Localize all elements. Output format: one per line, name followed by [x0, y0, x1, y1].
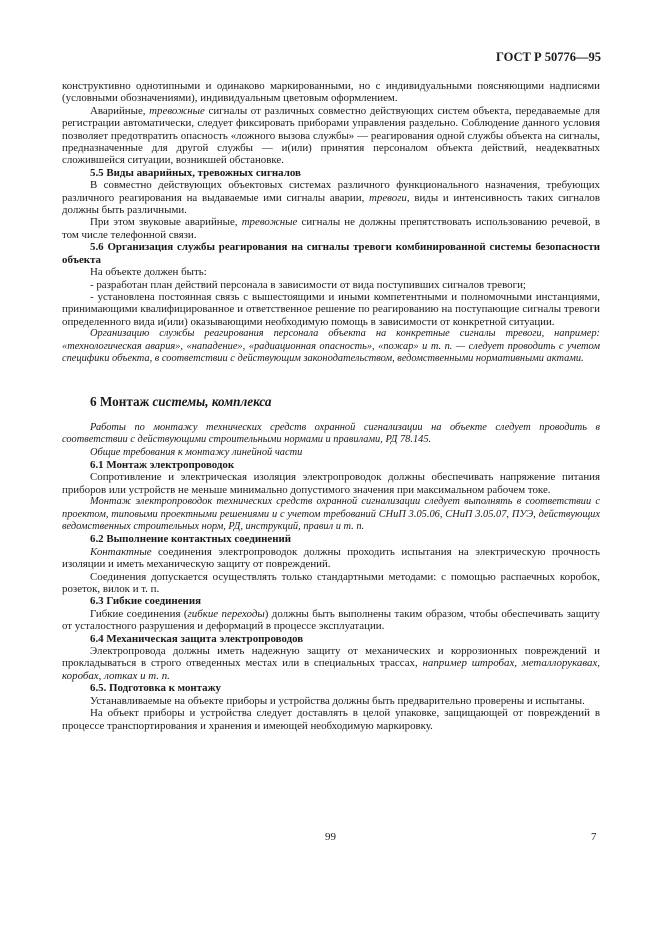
subsection-heading-6-4: 6.4 Механическая защита электропроводов	[90, 632, 304, 645]
list-item: - разработан план действий персонала в зависимости от вида поступивших сигналов тревоги;	[90, 278, 526, 291]
subsection-heading-6-2: 6.2 Выполнение контактных соединений	[90, 533, 292, 546]
section-title-6: 6 Монтаж системы, комплекса	[90, 394, 272, 410]
italic-note: Общие требования к монтажу линейной части	[90, 446, 303, 458]
paragraph: При этом звуковые аварийные, тревожные сигналы не должны препятствовать использованию речевой, в том числе телефонной связи.	[62, 216, 600, 241]
page-number-right: 7	[591, 831, 597, 843]
paragraph: На объект приборы и устройства следует доставлять в целой упаковке, защищающей от повреждений в процессе транспортирования и хранения и имеющей необходимую маркировку.	[62, 707, 600, 732]
paragraph: Соединения допускается осуществлять только стандартными методами: с помощью распаечных коробок, розеток, вилок и т. п.	[62, 570, 600, 596]
italic-note: Работы по монтажу технических средств охранной сигнализации на объекте следует проводить в соответствии с действующими строительными нормами и правилами, РД 78.145.	[62, 421, 600, 446]
paragraph: Электропровода должны иметь надежную защиту от механических и коррозионных повреждений и прокладываться в строго отведенных местах или в специальных трассах, например штробах, металлорукавах, коробах, лотках и т. п.	[62, 645, 601, 682]
paragraph: конструктивно однотипными и одинаково маркированными, но с индивидуальными поясняющими надписями (условными обозначениями), индивидуальным цветовым оформлением.	[62, 80, 600, 105]
page-body	[62, 80, 600, 732]
italic-note: Монтаж электропроводок технических средств охранной сигнализации следует выполнять в соответствии с проектом, типовыми проектными решениями и с учетом требований СНиП 3.05.06, СНиП 3.05.07, ПУЭ, действующих ведомственных строительных норм, РД, инструкций, правил и т. п.	[62, 496, 600, 532]
paragraph: Гибкие соединения (гибкие переходы) должны быть выполнены таким образом, чтобы обеспечивать защиту от усталостного разрушения и деформаций в процессе эксплуатации.	[62, 607, 600, 633]
subsection-heading-6-1: 6.1 Монтаж электропроводок	[90, 458, 235, 471]
paragraph: Контактные соединения электропроводок должны проходить испытания на электрическую прочность изоляции и иметь механическую защиту от повреждений.	[62, 545, 600, 571]
paragraph: Сопротивление и электрическая изоляция электропроводок должны обеспечивать напряжение питания приборов или устройств не меньше минимально допустимого значения при максимальном рабочем токе.	[62, 471, 600, 496]
paragraph: Аварийные, тревожные сигналы от различных совместно действующих систем объекта, передаваемые для регистрации автоматически, следует фиксировать приборами управления раздельно. Соблюдение данного условия позволяет предотвратить опасность «ложного вызова службы» — реагирования одной службы объекта на сигналы, предназначенные для другой службы — и(или) принятия персоналом объекта действий, неадекватных сложившейся ситуации, возникшей обстановке.	[62, 104, 600, 167]
subsection-heading-5-6: 5.6 Организация службы реагирования на сигналы тревоги комбинированной системы безопасности объекта	[62, 241, 600, 266]
subsection-heading-6-3: 6.3 Гибкие соединения	[90, 595, 201, 608]
paragraph: На объекте должен быть:	[90, 266, 207, 279]
subsection-heading-6-5: 6.5. Подготовка к монтажу	[90, 682, 221, 695]
paragraph: Устанавливаемые на объекте приборы и устройства должны быть предварительно проверены и испытаны.	[90, 694, 585, 707]
doc-code-header: ГОСТ Р 50776—95	[495, 50, 601, 64]
page-number-center: 99	[325, 831, 336, 843]
subsection-heading-5-5: 5.5 Виды аварийных, тревожных сигналов	[90, 166, 301, 179]
italic-note: Организацию службы реагирования персонала объекта на конкретные сигналы тревоги, например: «технологическая авария», «нападение», «радиационная опасность», «пожар» и т. п. — следует проводить с учетом специфики объекта, в соответствии с действующим законодательством, ведомственными нормативными актами.	[62, 328, 600, 364]
list-item: - установлена постоянная связь с вышестоящими и иными компетентными и полномочными инстанциями, принимающими квалифицированное и ответственное решение по реагированию на поступающие сигналы тревоги определенного вида и(или) оказывающими необходимую помощь в зависимости от конкретной ситуации.	[62, 290, 600, 328]
paragraph: В совместно действующих объектовых системах различного функционального назначения, требующих различного реагирования на выдаваемые ими сигналы аварии, тревоги, виды и интенсивность таких сигналов должны быть различными.	[62, 179, 600, 217]
